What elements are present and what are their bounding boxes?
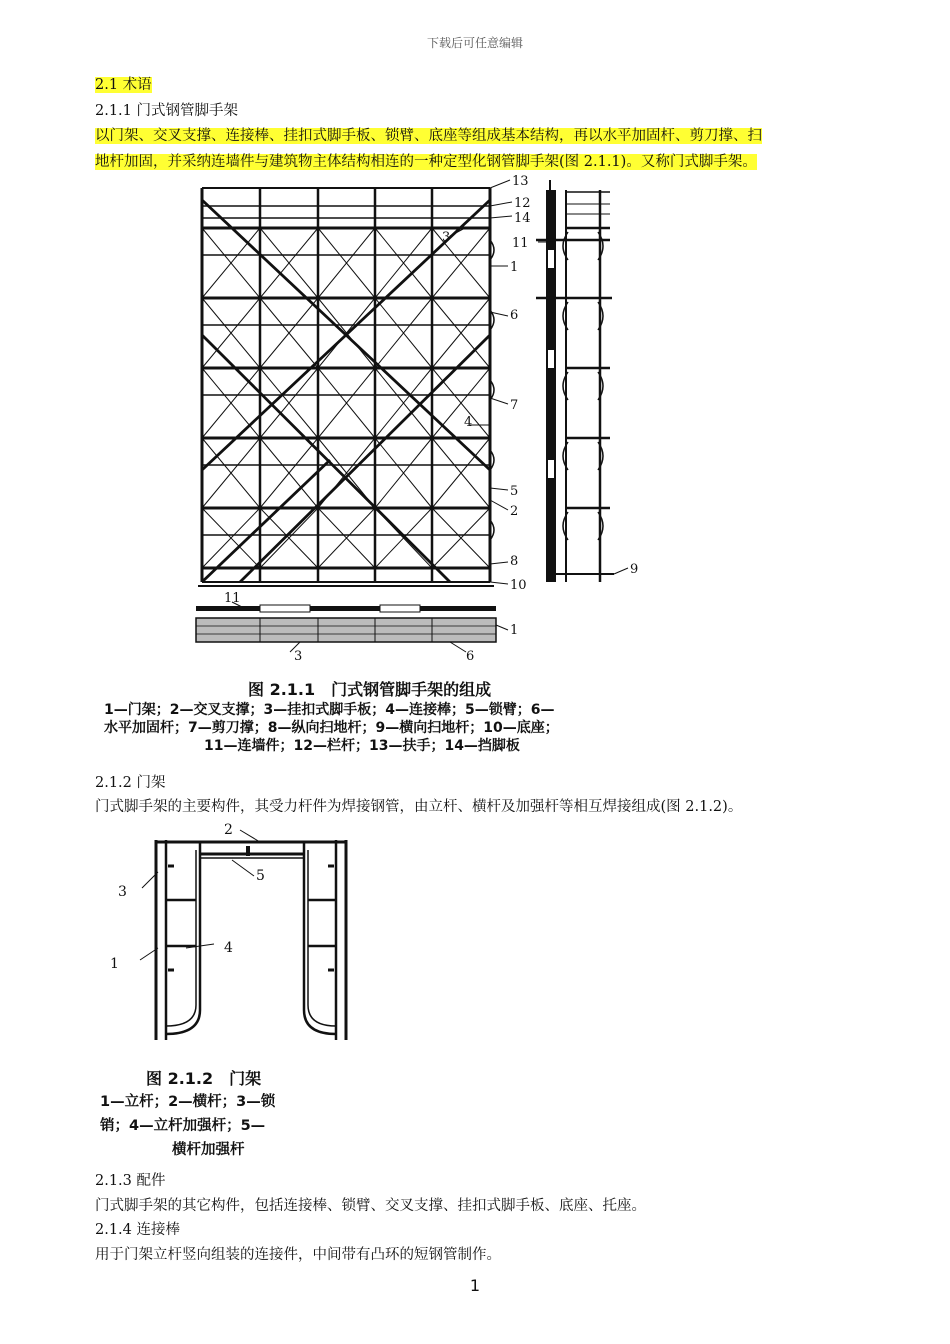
fig1-label: 3 — [294, 649, 303, 664]
heading-2-1-2: 2.1.2 门架 — [95, 775, 166, 791]
fig2-caption-line: 销；4—立杆加强杆；5— — [100, 1118, 266, 1134]
fig1-label: 14 — [514, 211, 531, 226]
page-number: 1 — [469, 1276, 481, 1295]
plan-view — [196, 605, 496, 642]
fig1-label: 5 — [510, 484, 519, 499]
heading-2-1-3: 2.1.3 配件 — [95, 1173, 166, 1189]
fig1-label: 6 — [510, 308, 519, 323]
fig2-caption-line: 1—立杆；2—横杆；3—锁 — [100, 1094, 276, 1110]
section-title-text: 2.1 术语 — [95, 77, 152, 93]
fig2-label: 1 — [110, 956, 119, 972]
fig1-label: 11 — [224, 591, 241, 606]
fig1-caption-line: 11—连墙件；12—栏杆；13—扶手；14—挡脚板 — [204, 738, 520, 754]
section-title — [95, 74, 152, 96]
fig1-label: 13 — [512, 174, 529, 189]
side-elevation — [536, 180, 614, 582]
page-header: 下载后可任意编辑 — [426, 36, 523, 50]
fig2-caption-title: 图 2.1.2 门架 — [146, 1069, 262, 1088]
paragraph-2-1-2: 门式脚手架的主要构件，其受力杆件为焊接钢管，由立杆、横杆及加强杆等相互焊接组成(图 2.1.2)。 — [95, 799, 743, 815]
fig1-label: 12 — [514, 196, 531, 211]
paragraph-2-1-4: 用于门架立杆竖向组装的连接件，中间带有凸环的短钢管制作。 — [95, 1247, 501, 1263]
fig1-caption-title: 图 2.1.1 门式钢管脚手架的组成 — [248, 680, 492, 699]
fig1-label: 3 — [442, 230, 451, 245]
definition-line-2: 地杆加固，并采纳连墙件与建筑物主体结构相连的一种定型化钢管脚手架(图 2.1.1)。又称门式脚手架。 — [95, 154, 757, 170]
paragraph-2-1-3: 门式脚手架的其它构件，包括连接棒、锁臂、交叉支撑、挂扣式脚手板、底座、托座。 — [95, 1198, 646, 1214]
front-elevation — [198, 188, 494, 586]
fig1-label: 8 — [510, 554, 519, 569]
fig1-label: 2 — [510, 504, 519, 519]
fig1-label: 6 — [466, 649, 475, 664]
figure-2-1-2-door-frame-drawing — [100, 820, 370, 1056]
fig1-label: 4 — [464, 415, 473, 430]
fig1-label: 1 — [510, 260, 519, 275]
fig2-label: 2 — [224, 822, 233, 838]
definition-line-1: 以门架、交叉支撑、连接棒、挂扣式脚手板、锁臂、底座等组成基本结构，再以水平加固杆、剪刀撑、扫 — [95, 128, 762, 144]
fig2-label: 5 — [256, 868, 265, 884]
fig1-label: 1 — [510, 623, 519, 638]
fig1-label: 11 — [512, 236, 529, 251]
fig1-label: 9 — [630, 562, 639, 577]
fig1-caption-line: 水平加固杆；7—剪刀撑；8—纵向扫地杆；9—横向扫地杆；10—底座； — [104, 720, 559, 736]
fig2-label: 4 — [224, 940, 233, 956]
fig2-label: 3 — [118, 884, 127, 900]
fig1-caption-line: 1—门架；2—交叉支撑；3—挂扣式脚手板；4—连接棒；5—锁臂；6— — [104, 702, 555, 718]
heading-2-1-1: 2.1.1 门式钢管脚手架 — [95, 103, 239, 119]
door-frame — [140, 830, 346, 1040]
fig1-label: 7 — [510, 398, 519, 413]
definition-paragraph-2-1-1 — [95, 123, 867, 175]
fig2-caption-line: 横杆加强杆 — [172, 1142, 245, 1158]
fig1-label: 10 — [510, 578, 527, 593]
figure-2-1-1-scaffold-drawing — [190, 170, 650, 670]
heading-2-1-4: 2.1.4 连接棒 — [95, 1222, 181, 1238]
